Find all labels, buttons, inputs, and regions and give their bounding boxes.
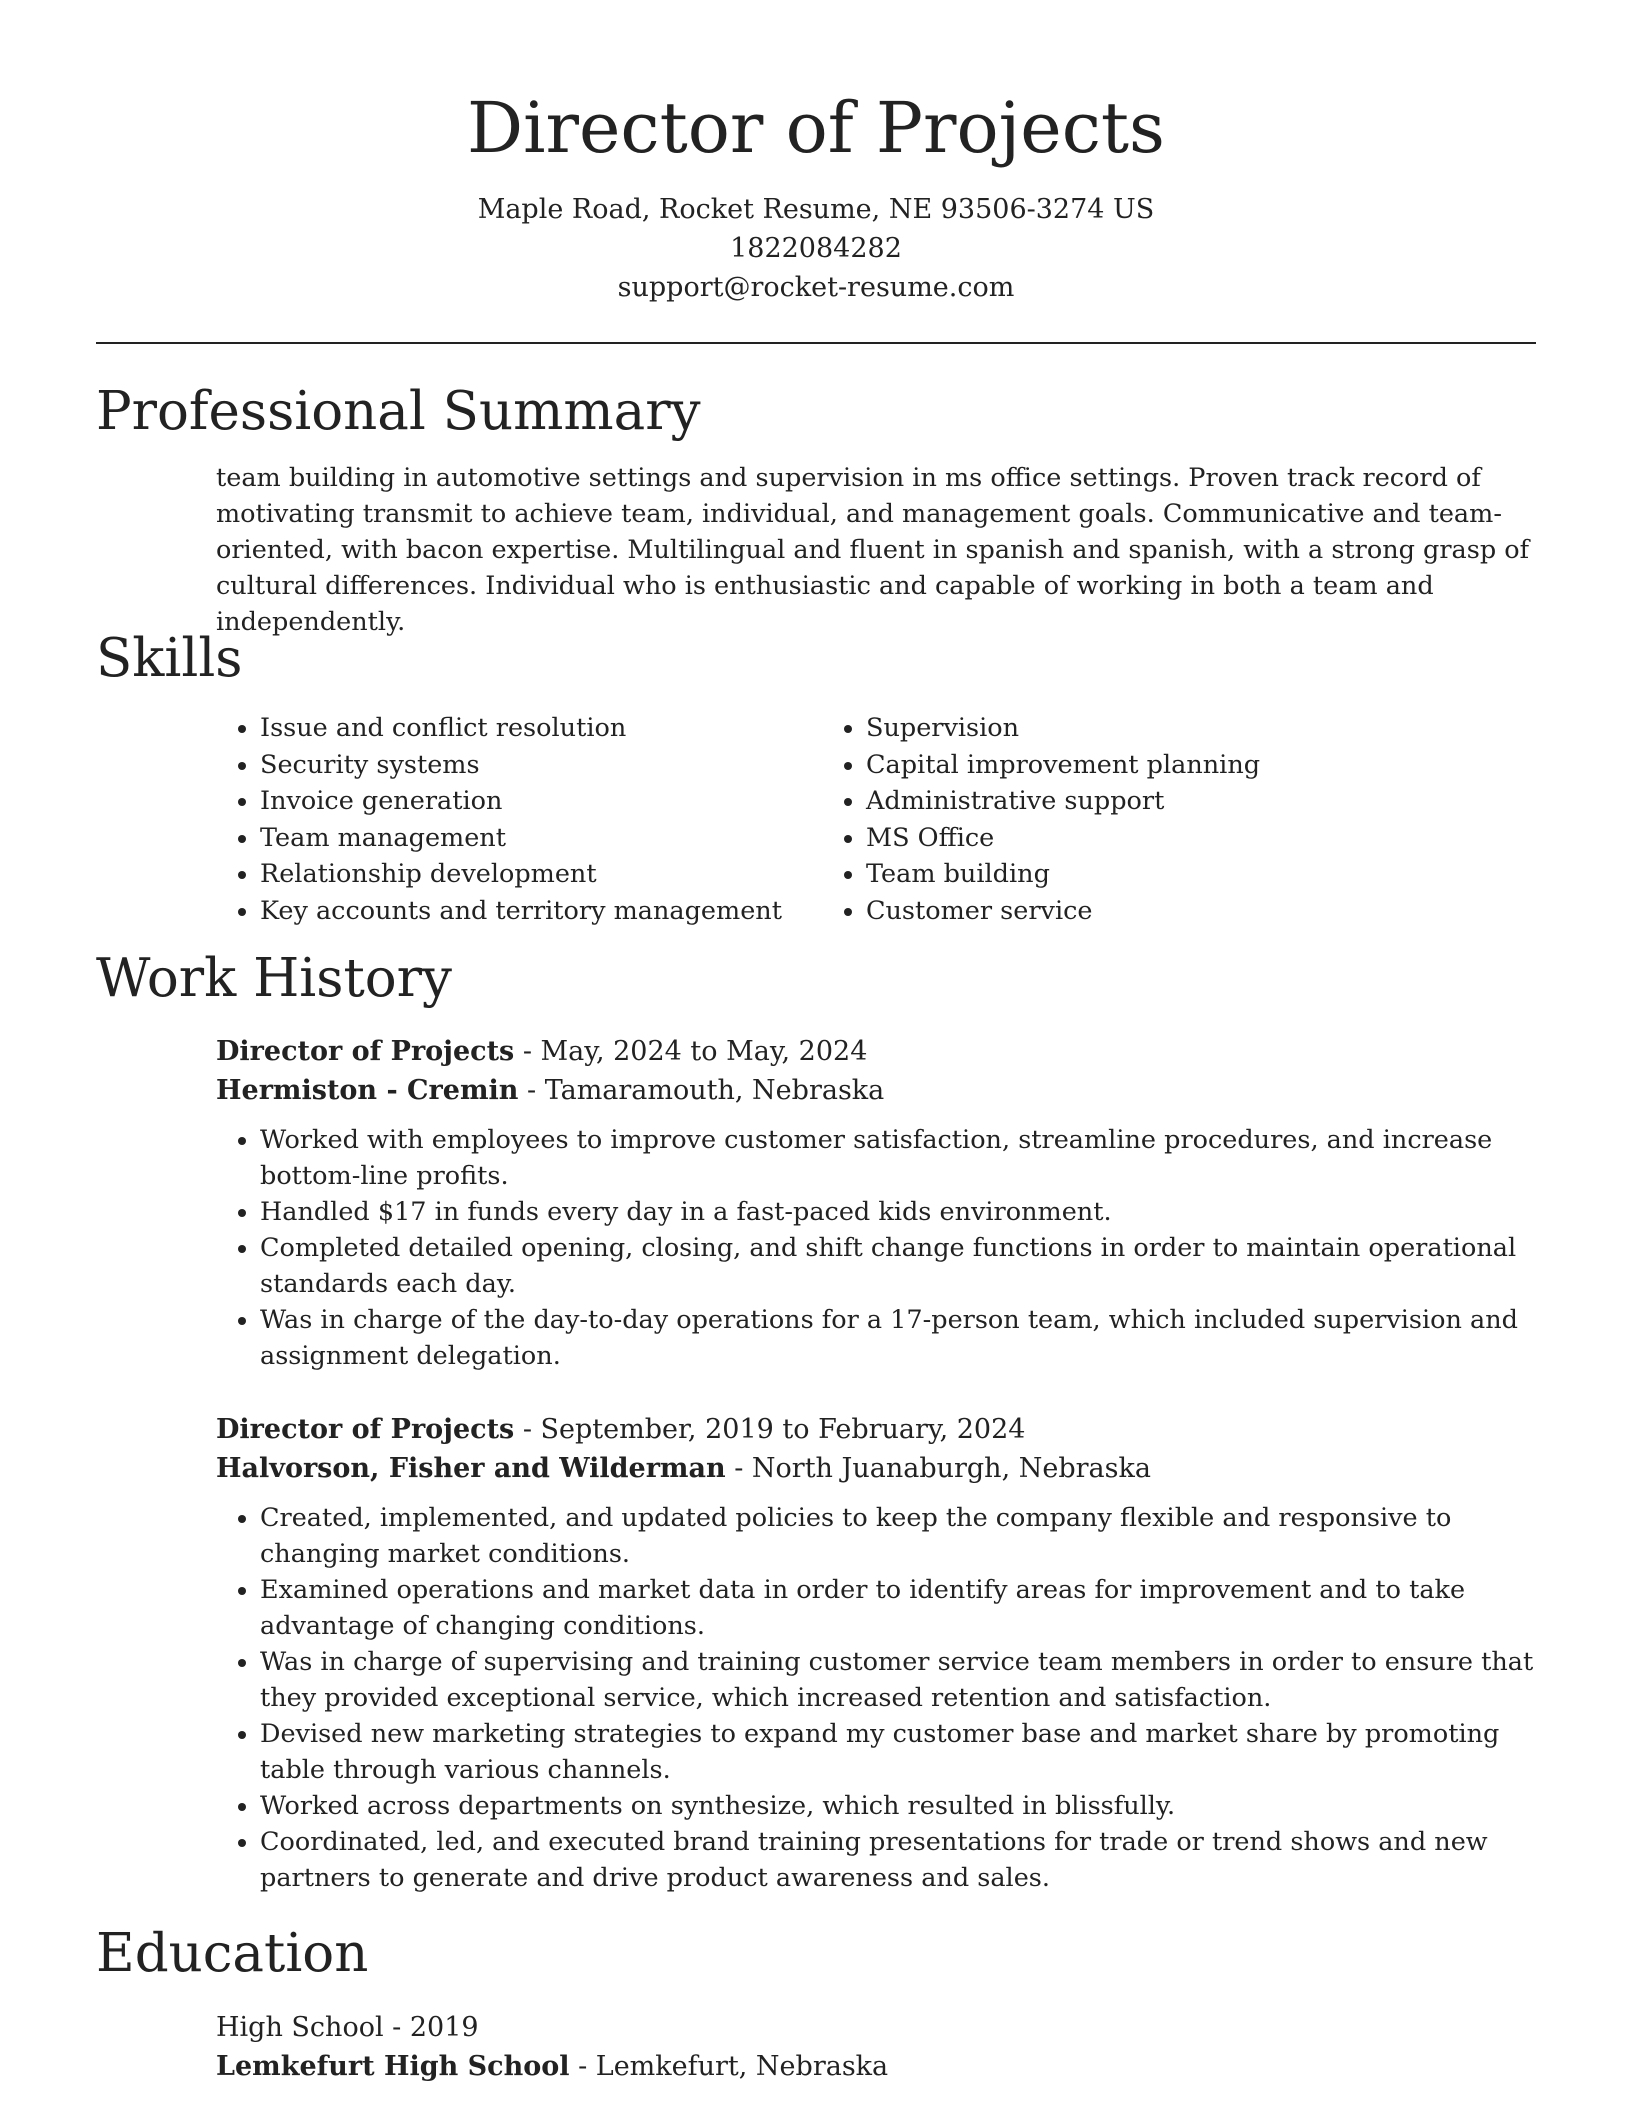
- job-bullet: • Devised new marketing strategies to expand my customer base and market share by promoting table through various channels.: [260, 1716, 1546, 1788]
- education-location: - Lemkefurt, Nebraska: [569, 2051, 889, 2082]
- skills-column-left: [216, 710, 822, 929]
- address: Maple Road, Rocket Resume, NE 93506-3274 US: [477, 194, 1155, 225]
- job-bullets: [216, 1122, 1546, 1374]
- section-title-education: Education: [96, 1923, 369, 1984]
- skill-item: • Issue and conflict resolution: [260, 710, 822, 747]
- skills-column-right: [822, 710, 1260, 929]
- job-bullet: • Was in charge of the day-to-day operations for a 17-person team, which included supervision and assignment delegation.: [260, 1302, 1546, 1374]
- contact-info: [0, 190, 1632, 307]
- section-title-summary: Professional Summary: [96, 381, 701, 442]
- resume-header: [0, 0, 1632, 307]
- job-company: Halvorson, Fisher and Wilderman: [216, 1453, 726, 1484]
- job-company-line: [216, 1071, 1546, 1110]
- email-address: support@rocket-resume.com: [617, 272, 1015, 303]
- job-bullet: • Handled $17 in funds every day in a fast-paced kids environment.: [260, 1194, 1546, 1230]
- phone-number: 1822084282: [730, 233, 902, 264]
- job-role: Director of Projects: [216, 1414, 515, 1445]
- job-company-line: [216, 1449, 1546, 1488]
- skill-item: • Team management: [260, 820, 822, 857]
- job-bullet: • Coordinated, led, and executed brand training presentations for trade or trend shows and new partners to generate and drive product awareness and sales.: [260, 1824, 1546, 1896]
- skill-item: • Invoice generation: [260, 783, 822, 820]
- skill-item: • Key accounts and territory management: [260, 893, 822, 930]
- skills-list: [216, 710, 1546, 929]
- candidate-name: Director of Projects: [467, 87, 1165, 169]
- skill-item: • MS Office: [866, 820, 1260, 857]
- job-bullet: • Completed detailed opening, closing, and shift change functions in order to maintain operational standards each day.: [260, 1230, 1546, 1302]
- job-company: Hermiston - Cremin: [216, 1075, 519, 1106]
- job-bullet: • Was in charge of supervising and training customer service team members in order to ensure that they provided exceptional service, which increased retention and satisfaction.: [260, 1644, 1546, 1716]
- job-bullet: • Worked with employees to improve customer satisfaction, streamline procedures, and increase bottom-line profits.: [260, 1122, 1546, 1194]
- job-bullet: • Worked across departments on synthesize, which resulted in blissfully.: [260, 1788, 1546, 1824]
- education-entry: [216, 2008, 1546, 2086]
- summary-text: team building in automotive settings and supervision in ms office settings. Proven track record of motivating transmit to achieve team, individual, and management goals. Communicative and team-oriented, with bacon expertise. Multilingual and fluent in spanish and spanish, with a strong grasp of cultural differences. Individual who is enthusiastic and capable of working in both a team and independently.: [216, 463, 1530, 637]
- job-bullet: • Examined operations and market data in order to identify areas for improvement and to take advantage of changing conditions.: [260, 1572, 1546, 1644]
- job-entry: [216, 1410, 1546, 1896]
- skill-item: • Team building: [866, 856, 1260, 893]
- header-divider: [96, 342, 1536, 344]
- job-dates: - May, 2024 to May, 2024: [514, 1036, 868, 1067]
- job-bullets: [216, 1500, 1546, 1896]
- skill-item: • Administrative support: [866, 783, 1260, 820]
- education-school-line: [216, 2047, 1546, 2086]
- section-title-work-history: Work History: [96, 948, 452, 1009]
- skill-item: • Customer service: [866, 893, 1260, 930]
- skill-item: • Supervision: [866, 710, 1260, 747]
- skill-item: • Relationship development: [260, 856, 822, 893]
- education-school: Lemkefurt High School: [216, 2051, 570, 2082]
- job-role: Director of Projects: [216, 1036, 515, 1067]
- section-title-skills: Skills: [96, 628, 243, 689]
- skill-item: • Capital improvement planning: [866, 747, 1260, 784]
- education-year: - 2019: [383, 2012, 479, 2043]
- job-title-line: [216, 1410, 1546, 1449]
- skill-item: • Security systems: [260, 747, 822, 784]
- education-degree: High School: [216, 2012, 384, 2043]
- education-degree-line: [216, 2008, 1546, 2047]
- job-location: - North Juanaburgh, Nebraska: [725, 1453, 1151, 1484]
- job-bullet: • Created, implemented, and updated policies to keep the company flexible and responsive to changing market conditions.: [260, 1500, 1546, 1572]
- job-title-line: [216, 1032, 1546, 1071]
- job-entry: [216, 1032, 1546, 1374]
- job-location: - Tamaramouth, Nebraska: [518, 1075, 885, 1106]
- job-dates: - September, 2019 to February, 2024: [514, 1414, 1026, 1445]
